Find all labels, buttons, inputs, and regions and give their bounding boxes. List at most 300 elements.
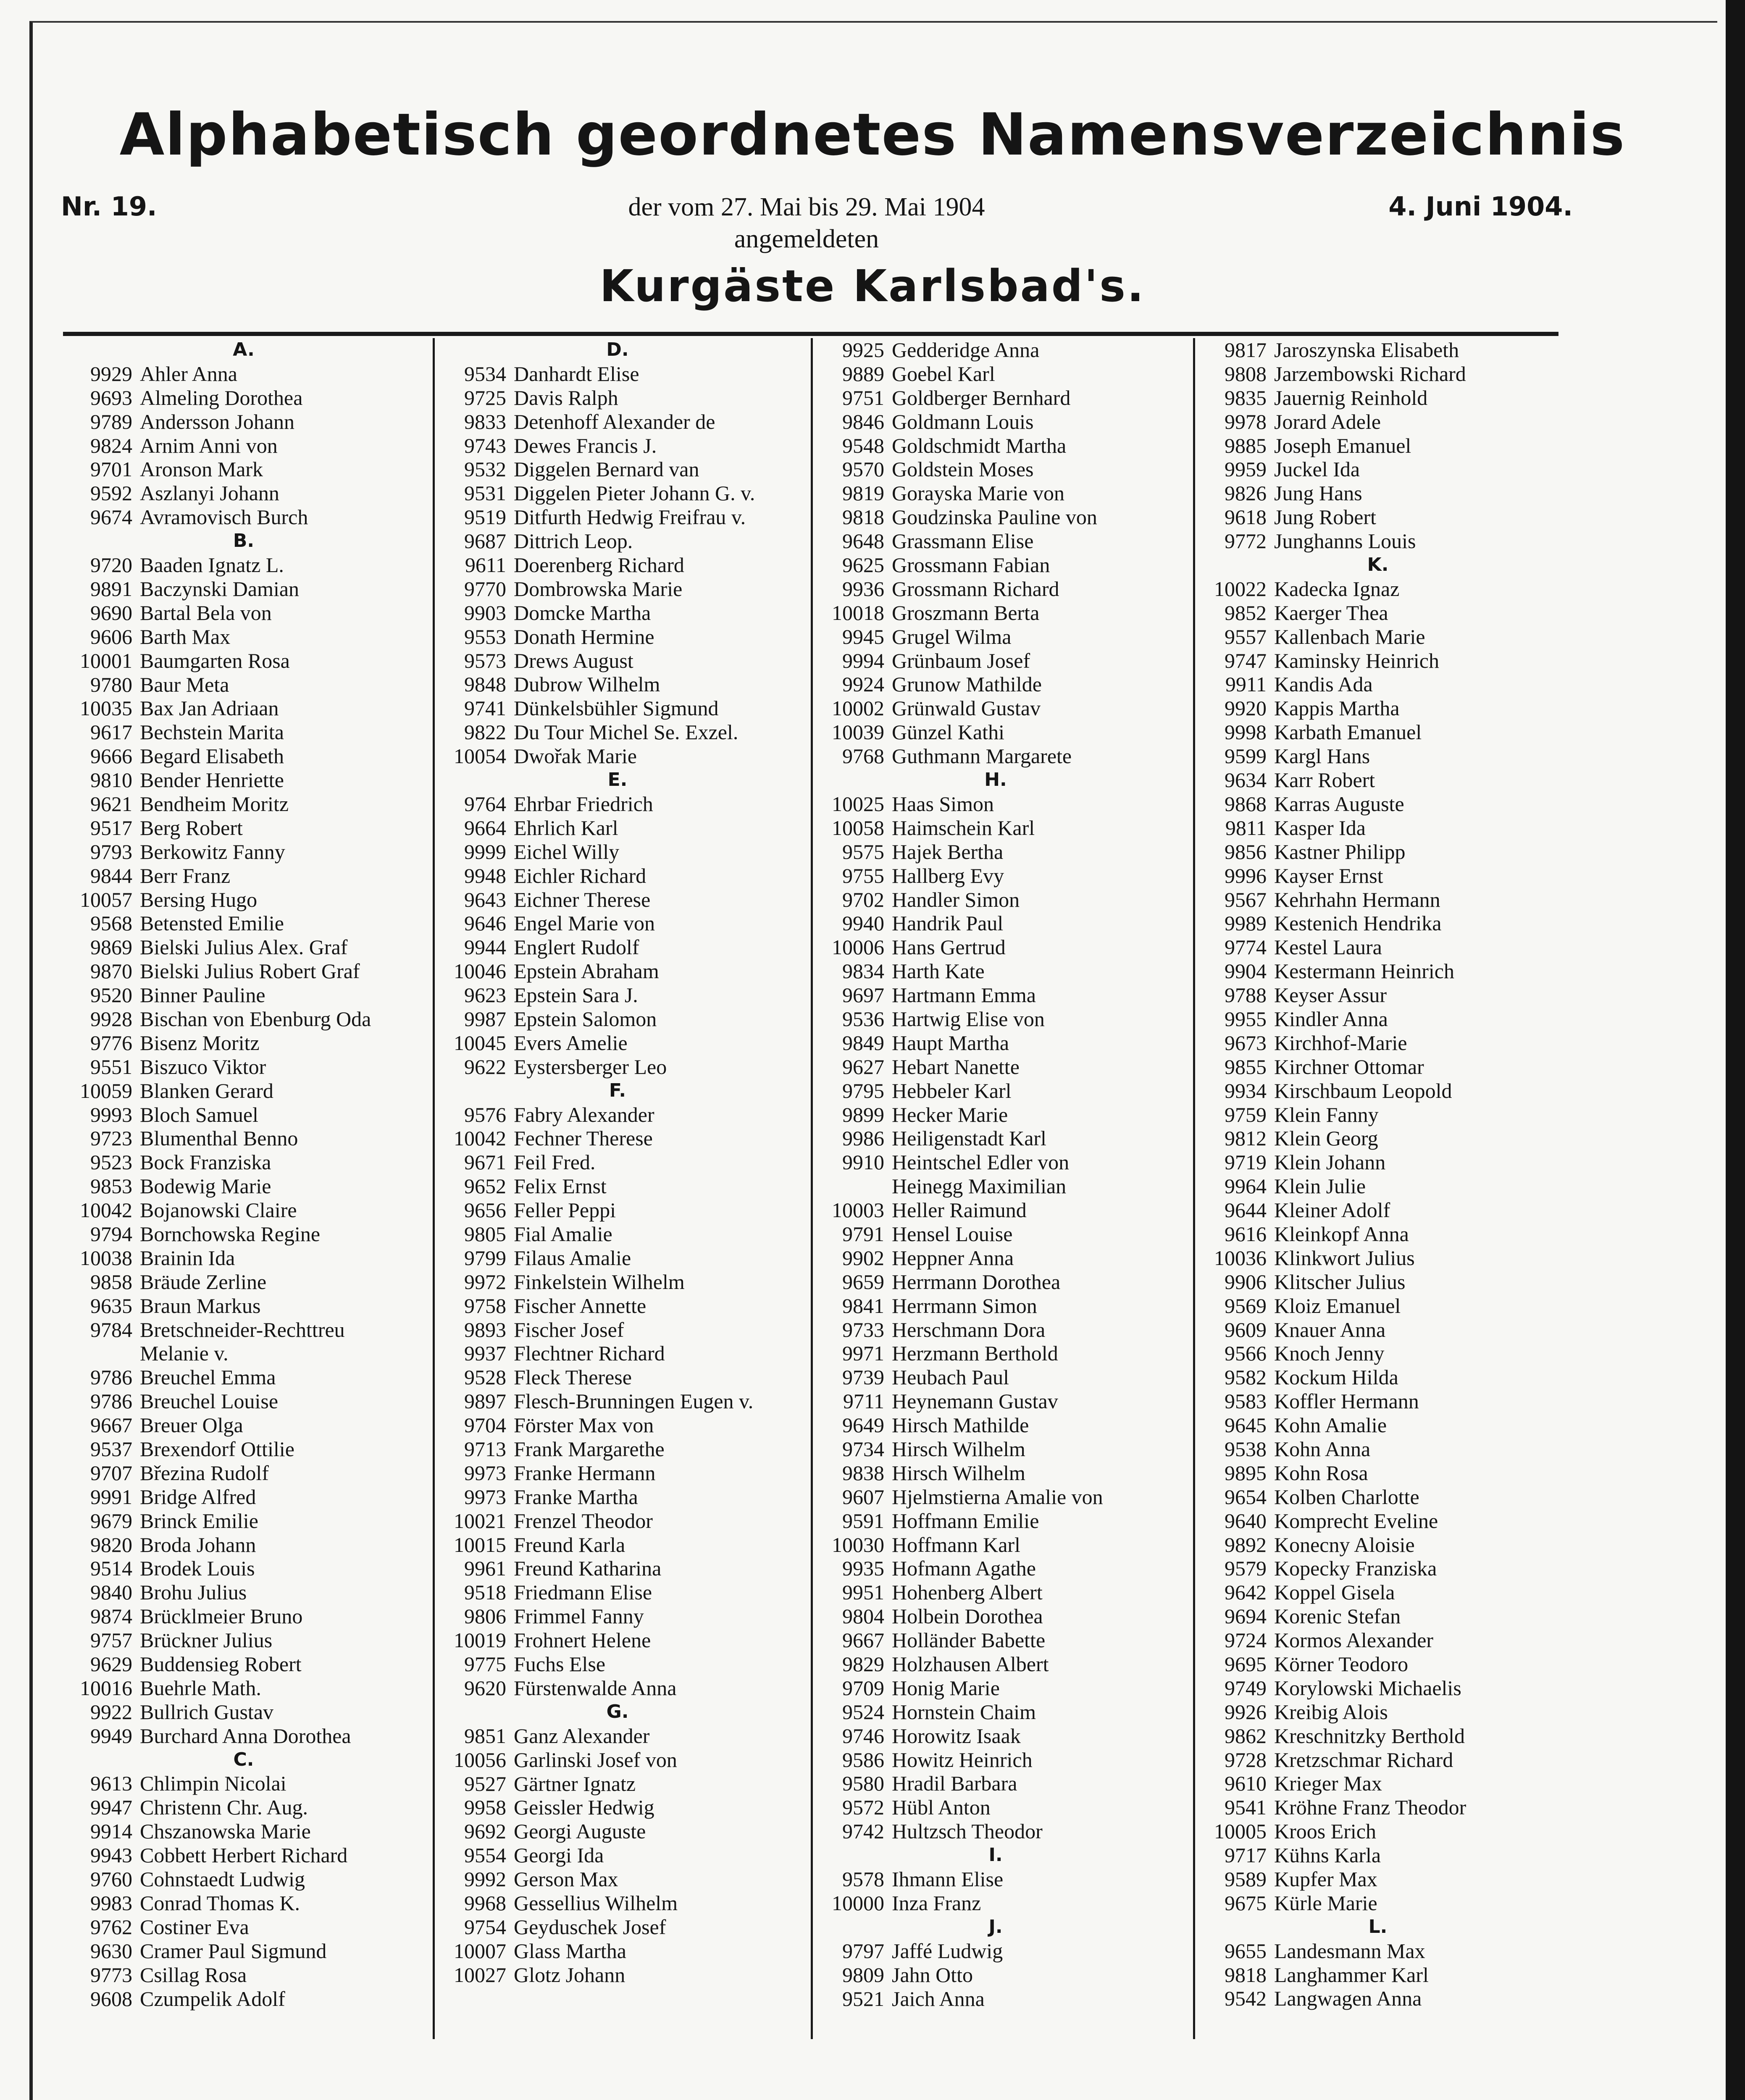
guest-name: Bielski Julius Robert Graf <box>140 959 360 983</box>
guest-entry <box>1197 1413 1558 1437</box>
guest-number: 9924 <box>842 672 884 696</box>
guest-entry <box>815 1676 1176 1700</box>
guest-number: 9889 <box>842 362 884 386</box>
guest-number: 9773 <box>90 1963 132 1987</box>
guest-entry <box>63 1676 424 1700</box>
guest-name: Eichel Willy <box>514 840 620 864</box>
guest-number: 9573 <box>464 648 506 672</box>
guest-number: 9518 <box>464 1580 506 1604</box>
guest-entry <box>437 1652 798 1676</box>
guest-name: Grossmann Fabian <box>892 553 1050 577</box>
guest-entry <box>437 434 798 458</box>
guest-number: 9856 <box>1225 840 1267 864</box>
guest-entry <box>63 553 424 577</box>
guest-name: Bechstein Marita <box>140 720 284 744</box>
guest-name: Kühns Karla <box>1274 1843 1381 1867</box>
guest-entry <box>437 386 798 410</box>
guest-name: Avramovisch Burch <box>140 505 308 529</box>
guest-name: Engel Marie von <box>514 911 655 935</box>
guest-entry <box>1197 816 1558 840</box>
guest-name: Fleck Therese <box>514 1365 632 1389</box>
guest-number: 9959 <box>1225 457 1267 481</box>
guest-name: Bretschneider-Rechttreu <box>140 1318 345 1341</box>
guest-number: 9936 <box>842 577 884 601</box>
guest-number: 10025 <box>832 792 884 816</box>
guest-name: Bendheim Moritz <box>140 792 289 816</box>
guest-number: 9934 <box>1225 1079 1267 1102</box>
guest-number: 9755 <box>842 864 884 887</box>
guest-entry <box>63 1485 424 1509</box>
guest-number: 9855 <box>1225 1055 1267 1079</box>
guest-number: 9851 <box>464 1724 506 1748</box>
guest-entry <box>815 625 1176 649</box>
guest-entry <box>437 1724 798 1748</box>
guest-number: 9776 <box>90 1031 132 1055</box>
guest-number: 9920 <box>1225 696 1267 720</box>
guest-number: 10005 <box>1214 1819 1267 1843</box>
guest-number: 9893 <box>464 1318 506 1341</box>
guest-entry <box>63 911 424 935</box>
guest-number: 9948 <box>464 864 506 887</box>
guest-entry <box>437 888 798 912</box>
guest-name: Klitscher Julius <box>1274 1270 1406 1294</box>
guest-entry <box>437 1963 798 1987</box>
guest-entry <box>63 673 424 697</box>
guest-number: 10035 <box>80 696 132 720</box>
guest-number: 9541 <box>1225 1796 1267 1819</box>
guest-entry <box>63 505 424 529</box>
guest-name: Fechner Therese <box>514 1126 653 1150</box>
guest-name: Kreschnitzky Berthold <box>1274 1724 1465 1748</box>
guest-number: 9929 <box>90 362 132 386</box>
guest-name: Krieger Max <box>1274 1772 1382 1796</box>
guest-entry <box>437 481 798 505</box>
guest-number: 9789 <box>90 410 132 433</box>
guest-entry <box>1197 792 1558 816</box>
guest-name: Kestenich Hendrika <box>1274 911 1442 935</box>
guest-name: Gessellius Wilhelm <box>514 1891 678 1915</box>
guest-name: Jaroszynska Elisabeth <box>1274 338 1459 362</box>
guest-name: Kaminsky Heinrich <box>1274 648 1439 672</box>
guest-name: Bischan von Ebenburg Oda <box>140 1007 371 1031</box>
guest-number: 9635 <box>90 1294 132 1318</box>
guest-entry <box>63 959 424 983</box>
guest-name: Fabry Alexander <box>514 1102 654 1126</box>
guest-number: 9521 <box>842 1987 884 2011</box>
guest-entry <box>437 672 798 696</box>
guest-number: 9961 <box>464 1557 506 1580</box>
guest-name: Herzmann Berthold <box>892 1341 1058 1365</box>
guest-number: 9664 <box>464 816 506 840</box>
guest-entry <box>63 816 424 840</box>
guest-entry <box>63 1103 424 1127</box>
guest-number: 9667 <box>842 1628 884 1652</box>
guest-name: Dewes Francis J. <box>514 433 657 457</box>
guest-entry <box>63 1270 424 1294</box>
guest-entry <box>63 1126 424 1150</box>
guest-entry <box>437 1007 798 1031</box>
guest-name: Burchard Anna Dorothea <box>140 1724 351 1748</box>
guest-entry <box>1197 1628 1558 1652</box>
guest-number: 9922 <box>90 1700 132 1724</box>
guest-number: 9554 <box>464 1843 506 1867</box>
guest-entry <box>815 935 1176 959</box>
guest-name: Breuchel Louise <box>140 1389 279 1413</box>
guest-name: Herrmann Simon <box>892 1294 1037 1318</box>
guest-name: Grassmann Elise <box>892 529 1034 553</box>
guest-entry <box>1197 649 1558 673</box>
guest-entry <box>1197 577 1558 601</box>
guest-name: Frenzel Theodor <box>514 1509 653 1533</box>
guest-entry <box>815 792 1176 816</box>
guest-number: 9734 <box>842 1437 884 1461</box>
guest-number: 9553 <box>464 625 506 648</box>
guest-number: 9557 <box>1225 625 1267 648</box>
guest-number: 9824 <box>90 433 132 457</box>
guest-entry <box>815 457 1176 481</box>
guest-entry <box>815 672 1176 696</box>
guest-entry <box>1197 1724 1558 1748</box>
guest-number: 9620 <box>464 1676 506 1700</box>
guest-entry <box>1197 601 1558 625</box>
guest-entry <box>815 1628 1176 1652</box>
issue-number: Nr. 19. <box>61 191 157 222</box>
guest-number: 9760 <box>90 1867 132 1891</box>
guest-entry <box>1197 1150 1558 1174</box>
guest-entry <box>437 816 798 840</box>
guest-number: 9627 <box>842 1055 884 1079</box>
guest-entry <box>1197 386 1558 410</box>
guest-name: Costiner Eva <box>140 1915 249 1939</box>
guest-number: 9999 <box>464 840 506 864</box>
guest-number: 9799 <box>464 1246 506 1270</box>
guest-entry <box>1197 672 1558 696</box>
guest-name: Kopecky Franziska <box>1274 1557 1437 1580</box>
guest-number: 9642 <box>1225 1580 1267 1604</box>
guest-entry <box>1197 1031 1558 1055</box>
guest-entry <box>63 1031 424 1055</box>
guest-entry <box>1197 338 1558 362</box>
letter-heading: K. <box>1367 554 1389 576</box>
guest-name: Kroos Erich <box>1274 1819 1376 1843</box>
guest-number: 10046 <box>454 959 506 983</box>
guest-entry <box>1197 434 1558 458</box>
guest-name: Landesmann Max <box>1274 1939 1425 1963</box>
guest-name: Du Tour Michel Se. Exzel. <box>514 720 738 744</box>
letter-heading: C. <box>233 1748 254 1770</box>
guest-entry <box>815 505 1176 529</box>
guest-number: 9897 <box>464 1389 506 1413</box>
guest-name: Haimschein Karl <box>892 816 1035 840</box>
guest-number: 9793 <box>90 840 132 864</box>
guest-name: Karras Auguste <box>1274 792 1404 816</box>
guest-entry <box>437 1031 798 1055</box>
guest-entry <box>815 1341 1176 1365</box>
guest-entry <box>437 959 798 983</box>
guest-name: Hebart Nanette <box>892 1055 1020 1079</box>
guest-name: Davis Ralph <box>514 386 618 410</box>
guest-entry <box>815 553 1176 577</box>
guest-name: Baaden Ignatz L. <box>140 553 284 577</box>
guest-number: 9618 <box>1225 505 1267 529</box>
guest-name: Domcke Martha <box>514 601 651 625</box>
guest-entry <box>815 577 1176 601</box>
guest-name: Hirsch Wilhelm <box>892 1437 1025 1461</box>
guest-entry <box>63 386 424 410</box>
guest-name: Klein Julie <box>1274 1174 1366 1198</box>
guest-name: Ehrbar Friedrich <box>514 792 653 816</box>
guest-name: Klein Georg <box>1274 1126 1378 1150</box>
guest-entry <box>63 935 424 959</box>
guest-name: Klein Fanny <box>1274 1102 1379 1126</box>
guest-entry <box>63 410 424 434</box>
guest-number: 9973 <box>464 1461 506 1485</box>
guest-name: Klein Johann <box>1274 1150 1386 1174</box>
guest-name: Brückner Julius <box>140 1628 273 1652</box>
guest-number: 10045 <box>454 1031 506 1055</box>
guest-number: 9640 <box>1225 1509 1267 1533</box>
guest-name: Breuer Olga <box>140 1413 243 1437</box>
guest-number: 9702 <box>842 887 884 911</box>
guest-name: Komprecht Eveline <box>1274 1509 1438 1533</box>
guest-name: Conrad Thomas K. <box>140 1891 300 1915</box>
guest-name: Hjelmstierna Amalie von <box>892 1485 1103 1509</box>
guest-name: Baur Meta <box>140 672 229 696</box>
guest-name: Kappis Martha <box>1274 696 1400 720</box>
guest-entry <box>1197 1891 1558 1915</box>
guest-entry <box>437 1294 798 1318</box>
guest-number: 9906 <box>1225 1270 1267 1294</box>
guest-entry <box>1197 1485 1558 1509</box>
guest-entry <box>437 1772 798 1796</box>
guest-entry <box>63 1413 424 1437</box>
guest-number: 9811 <box>1225 816 1267 840</box>
guest-entry <box>437 1533 798 1557</box>
guest-name: Korylowski Michaelis <box>1274 1676 1461 1700</box>
guest-name: Grugel Wilma <box>892 625 1012 648</box>
guest-entry <box>1197 410 1558 434</box>
guest-name: Fischer Josef <box>514 1318 624 1341</box>
guest-entry <box>815 816 1176 840</box>
guest-entry <box>63 434 424 458</box>
guest-name: Jaffé Ludwig <box>892 1939 1003 1963</box>
guest-entry <box>437 1915 798 1939</box>
guest-name: Eichner Therese <box>514 887 651 911</box>
guest-number: 9986 <box>842 1126 884 1150</box>
guest-number: 9589 <box>1225 1867 1267 1891</box>
guest-name: Goldschmidt Martha <box>892 433 1067 457</box>
guest-name: Dubrow Wilhelm <box>514 672 660 696</box>
guest-name: Groszmann Berta <box>892 601 1040 625</box>
guest-name: Frank Margarethe <box>514 1437 665 1461</box>
guest-entry <box>437 529 798 553</box>
guest-number: 9973 <box>464 1485 506 1509</box>
guest-entry <box>63 1509 424 1533</box>
guest-name: Filaus Amalie <box>514 1246 631 1270</box>
guest-entry <box>63 649 424 673</box>
guest-entry <box>815 1437 1176 1461</box>
guest-number: 10056 <box>454 1748 506 1772</box>
guest-name: Evers Amelie <box>514 1031 628 1055</box>
guest-number: 9895 <box>1225 1461 1267 1485</box>
guest-name: Brücklmeier Bruno <box>140 1604 303 1628</box>
guest-entry <box>1197 1963 1558 1987</box>
guest-name: Herrmann Dorothea <box>892 1270 1061 1294</box>
guest-name: Kestermann Heinrich <box>1274 959 1455 983</box>
guest-number: 9655 <box>1225 1939 1267 1963</box>
guest-number: 9695 <box>1225 1652 1267 1676</box>
guest-entry <box>437 720 798 744</box>
guest-name: Jung Robert <box>1274 505 1377 529</box>
guest-entry <box>437 1676 798 1700</box>
guest-number: 9892 <box>1225 1533 1267 1557</box>
guest-entry <box>1197 1055 1558 1079</box>
guest-name: Dünkelsbühler Sigmund <box>514 696 719 720</box>
guest-entry <box>63 840 424 864</box>
letter-heading: D. <box>606 339 629 360</box>
guest-entry <box>63 1365 424 1389</box>
guest-name: Donath Hermine <box>514 625 654 648</box>
guest-entry <box>1197 1867 1558 1891</box>
guest-name: Kürle Marie <box>1274 1891 1377 1915</box>
guest-number: 9542 <box>1225 1987 1267 2011</box>
guest-entry <box>63 1963 424 1987</box>
guest-entry <box>815 1031 1176 1055</box>
guest-entry <box>1197 1222 1558 1246</box>
guest-name: Finkelstein Wilhelm <box>514 1270 685 1294</box>
guest-name: Friedmann Elise <box>514 1580 652 1604</box>
guest-number: 9826 <box>1225 481 1267 505</box>
guest-name: Feller Peppi <box>514 1198 616 1222</box>
guest-entry <box>63 457 424 481</box>
guest-number: 9568 <box>90 911 132 935</box>
guest-entry <box>63 1843 424 1867</box>
guest-number: 9659 <box>842 1270 884 1294</box>
guest-name: Heiligenstadt Karl <box>892 1126 1046 1150</box>
guest-entry <box>63 1174 424 1198</box>
guest-number: 9762 <box>90 1915 132 1939</box>
guest-number: 9968 <box>464 1891 506 1915</box>
guest-entry <box>437 983 798 1007</box>
guest-entry <box>437 1939 798 1963</box>
guest-name: Cohnstaedt Ludwig <box>140 1867 305 1891</box>
guest-number: 9704 <box>464 1413 506 1437</box>
guest-entry <box>437 1150 798 1174</box>
guest-entry <box>1197 983 1558 1007</box>
guest-name: Epstein Abraham <box>514 959 659 983</box>
guest-name: Betensted Emilie <box>140 911 284 935</box>
guest-name: Harth Kate <box>892 959 985 983</box>
guest-number: 9733 <box>842 1318 884 1341</box>
guest-number: 9983 <box>90 1891 132 1915</box>
guest-number: 9770 <box>464 577 506 601</box>
guest-number: 9835 <box>1225 386 1267 410</box>
guest-entry <box>1197 481 1558 505</box>
guest-name: Langwagen Anna <box>1274 1987 1422 2011</box>
guest-name: Czumpelik Adolf <box>140 1987 285 2011</box>
guest-name: Franke Hermann <box>514 1461 656 1485</box>
guest-entry <box>63 744 424 768</box>
guest-entry <box>63 696 424 720</box>
guest-number: 9829 <box>842 1652 884 1676</box>
guest-name: Kehrhahn Hermann <box>1274 887 1440 911</box>
guest-name: Epstein Sara J. <box>514 983 638 1007</box>
guest-number: 9551 <box>90 1055 132 1079</box>
page-title: Alphabetisch geordnetes Namensverzeichnis <box>119 101 1626 168</box>
guest-number: 9610 <box>1225 1772 1267 1796</box>
guest-entry <box>63 1652 424 1676</box>
guest-entry <box>437 1580 798 1604</box>
guest-name: Fürstenwalde Anna <box>514 1676 677 1700</box>
guest-entry <box>815 1246 1176 1270</box>
guest-number: 9754 <box>464 1915 506 1939</box>
guest-name: Diggelen Bernard van <box>514 457 699 481</box>
guest-name: Buehrle Math. <box>140 1676 261 1700</box>
guest-name: Guthmann Margarete <box>892 744 1072 768</box>
guest-name: Haas Simon <box>892 792 994 816</box>
guest-name: Bräude Zerline <box>140 1270 267 1294</box>
guest-number: 10038 <box>80 1246 132 1270</box>
guest-entry <box>63 1437 424 1461</box>
guest-name: Hebbeler Karl <box>892 1079 1012 1102</box>
guest-entry <box>1197 1294 1558 1318</box>
guest-entry <box>437 625 798 649</box>
guest-entry <box>63 1987 424 2011</box>
guest-entry <box>1197 1700 1558 1724</box>
guest-name: Honig Marie <box>892 1676 1000 1700</box>
guest-entry <box>437 1819 798 1843</box>
guest-name: Ditfurth Hedwig Freifrau v. <box>514 505 746 529</box>
guest-name: Kirchhof-Marie <box>1274 1031 1407 1055</box>
guest-name: Heubach Paul <box>892 1365 1009 1389</box>
guest-name: Heynemann Gustav <box>892 1389 1058 1413</box>
guest-name: Feil Fred. <box>514 1150 596 1174</box>
guest-number: 9935 <box>842 1557 884 1580</box>
guest-number: 9649 <box>842 1413 884 1437</box>
guest-number: 10006 <box>832 935 884 959</box>
guest-number: 9591 <box>842 1509 884 1533</box>
guest-name: Jahn Otto <box>892 1963 973 1987</box>
guest-entry <box>815 529 1176 553</box>
guest-name: Ahler Anna <box>140 362 237 386</box>
guest-entry <box>63 1700 424 1724</box>
guest-entry <box>63 577 424 601</box>
guest-number: 9741 <box>464 696 506 720</box>
guest-name: Diggelen Pieter Johann G. v. <box>514 481 755 505</box>
guest-name: Braun Markus <box>140 1294 261 1318</box>
guest-number: 9576 <box>464 1102 506 1126</box>
guest-entry <box>815 649 1176 673</box>
guest-number: 9868 <box>1225 792 1267 816</box>
guest-name: Heppner Anna <box>892 1246 1014 1270</box>
guest-entry <box>63 864 424 888</box>
guest-entry <box>815 1413 1176 1437</box>
guest-number: 9630 <box>90 1939 132 1963</box>
guest-number: 9599 <box>1225 744 1267 768</box>
guest-number: 9791 <box>842 1222 884 1246</box>
guest-name: Hecker Marie <box>892 1102 1008 1126</box>
guest-entry <box>437 1413 798 1437</box>
guest-name: Freund Katharina <box>514 1557 662 1580</box>
entry-continuation: Melanie v. <box>140 1341 229 1365</box>
name-column-1 <box>63 338 424 2011</box>
guest-name: Knoch Jenny <box>1274 1341 1385 1365</box>
guest-entry <box>437 1796 798 1819</box>
guest-number: 9910 <box>842 1150 884 1174</box>
guest-number: 9818 <box>842 505 884 529</box>
guest-name: Eystersberger Leo <box>514 1055 667 1079</box>
guest-number: 9725 <box>464 386 506 410</box>
